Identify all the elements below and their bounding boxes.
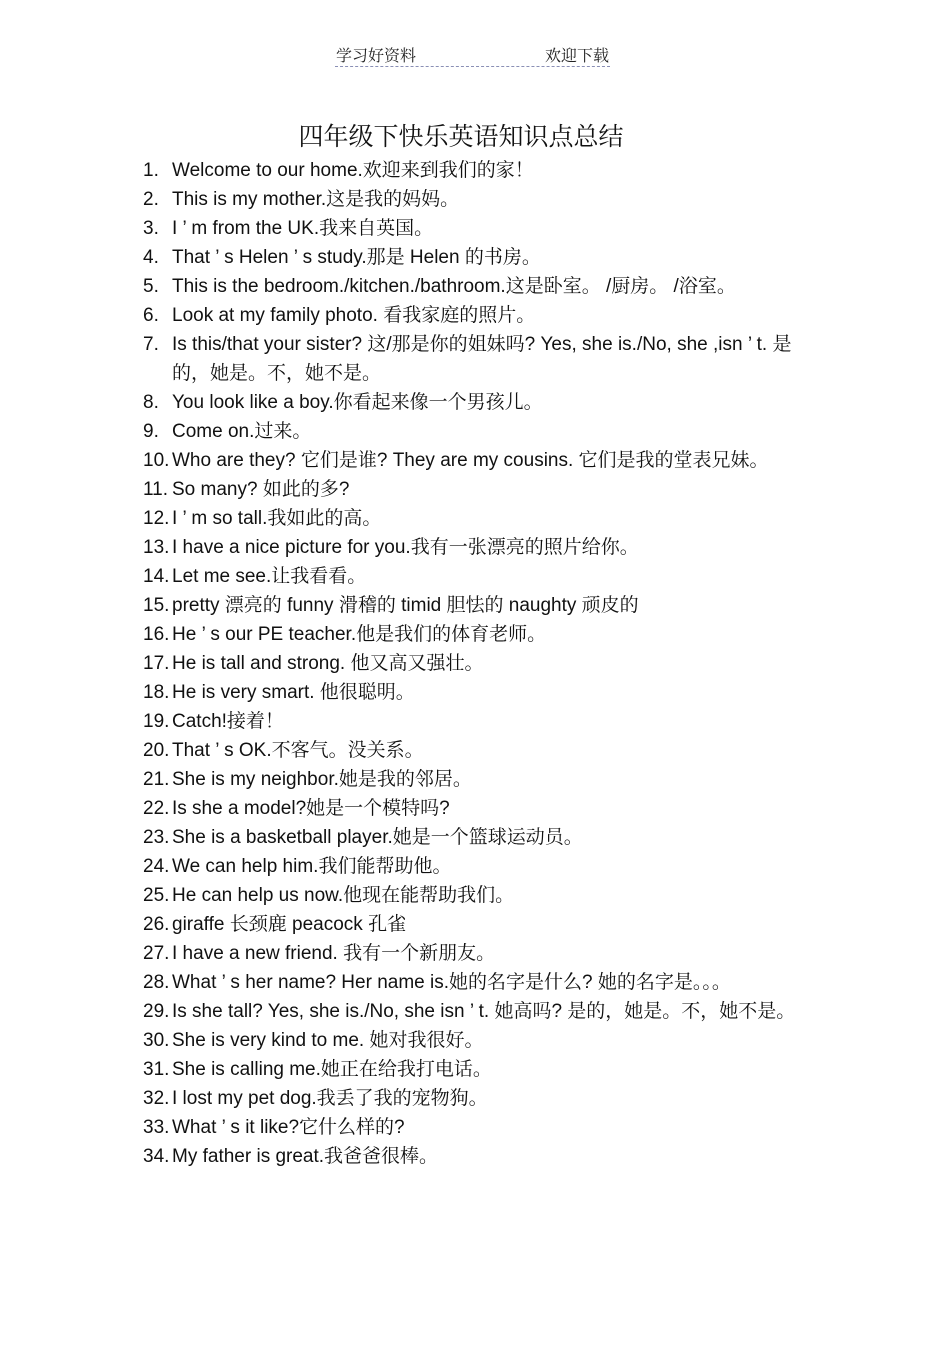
list-item: 15. pretty 漂亮的 funny 滑稽的 timid 胆怯的 naughty 顽皮的 [143, 595, 639, 616]
list-item: 5. This is the bedroom./kitchen./bathroom.这是卧室。 /厨房。 /浴室。 [143, 276, 736, 297]
list-item: 14. Let me see.让我看看。 [143, 566, 367, 587]
list-item: 28. What ’ s her name? Her name is.她的名字是什么? 她的名字是。。。 [143, 972, 731, 993]
phrase-list [143, 156, 813, 1171]
page-header [335, 40, 610, 67]
list-item: 23. She is a basketball player.她是一个篮球运动员。 [143, 827, 583, 848]
list-item: 10. Who are they? 它们是谁? They are my cousins. 它们是我的堂表兄妹。 [143, 450, 769, 471]
list-item: 1. Welcome to our home.欢迎来到我们的家！ [143, 160, 534, 181]
list-item: 20. That ’ s OK.不客气。没关系。 [143, 740, 424, 761]
list-item: 9. Come on.过来。 [143, 421, 312, 442]
list-item: 34. My father is great.我爸爸很棒。 [143, 1146, 439, 1167]
list-item: 17. He is tall and strong. 他又高又强壮。 [143, 653, 484, 674]
list-item: 12. I ’ m so tall.我如此的高。 [143, 508, 382, 529]
list-item: 27. I have a new friend. 我有一个新朋友。 [143, 943, 496, 964]
list-item: 6. Look at my family photo. 看我家庭的照片。 [143, 305, 536, 326]
list-item: 30. She is very kind to me. 她对我很好。 [143, 1030, 484, 1051]
list-item: 3. I ’ m from the UK.我来自英国。 [143, 218, 434, 239]
list-item: 26. giraffe 长颈鹿 peacock 孔雀 [143, 914, 407, 935]
page-title: 四年级下快乐英语知识点总结 [298, 122, 624, 151]
list-item: 32. I lost my pet dog.我丢了我的宠物狗。 [143, 1088, 488, 1109]
list-item: 19. Catch!接着！ [143, 711, 284, 732]
list-item: 4. That ’ s Helen ’ s study.那是 Helen 的书房。 [143, 247, 541, 268]
list-item: 18. He is very smart. 他很聪明。 [143, 682, 415, 703]
list-item: 13. I have a nice picture for you.我有一张漂亮的照片给你。 [143, 537, 639, 558]
list-item: 21. She is my neighbor.她是我的邻居。 [143, 769, 472, 790]
header-left-text: 学习好资料 [336, 46, 417, 65]
list-item: 31. She is calling me.她正在给我打电话。 [143, 1059, 492, 1080]
list-item: 11. So many? 如此的多? [143, 479, 350, 500]
list-item: 24. We can help him.我们能帮助他。 [143, 856, 452, 877]
header-right-text: 欢迎下载 [544, 46, 609, 65]
list-item: 25. He can help us now.他现在能帮助我们。 [143, 885, 515, 906]
list-item: 2. This is my mother.这是我的妈妈。 [143, 189, 460, 210]
list-item: 7. Is this/that your sister? 这/那是你的姐妹吗? Yes, she is./No, she ,isn ’ t. 是的，她是。不，她不是。 [143, 334, 792, 384]
list-item: 33. What ’ s it like?它什么样的? [143, 1117, 405, 1138]
list-item: 29. Is she tall? Yes, she is./No, she isn ’ t. 她高吗? 是的，她是。不，她不是。 [143, 1001, 796, 1022]
list-item: 16. He ’ s our PE teacher.他是我们的体育老师。 [143, 624, 547, 645]
list-item: 8. You look like a boy.你看起来像一个男孩儿。 [143, 392, 543, 413]
list-item: 22. Is she a model?她是一个模特吗? [143, 798, 450, 819]
